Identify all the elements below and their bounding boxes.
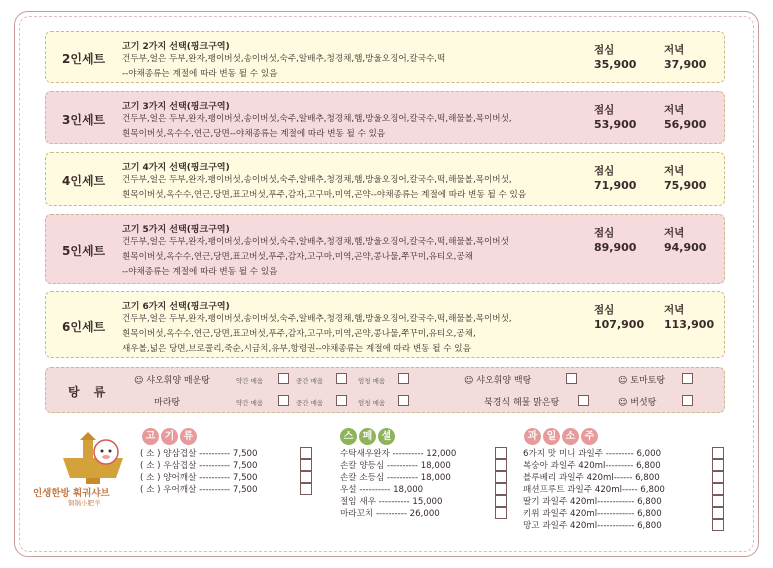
set-title: 고기 6가지 선택(핑크구역) [122, 302, 230, 312]
soup-opt-medium: 중간 매움 [296, 377, 324, 385]
dinner-label: 저녁 [664, 165, 685, 177]
set-title: 고기 5가지 선택(핑크구역) [122, 225, 230, 235]
soup-check-spicy-medium[interactable] [336, 373, 347, 384]
set-name: 5인세트 [62, 244, 106, 258]
set-description-line: 건두부,얼은 두부,완자,팽이버섯,송이버섯,숙주,알배추,청경채,햄,방울오징어,칼국수,떡,해물볼,목이버섯, [122, 314, 512, 324]
lunch-price: 71,900 [594, 179, 637, 192]
lunch-label: 점심 [594, 44, 615, 56]
hotpot-logo-icon [58, 430, 128, 486]
fruit-item: 패션프루트 과일주 420ml----- 6,800 [523, 485, 665, 495]
soup-label: 탕 류 [68, 385, 111, 399]
special-header-char: 페 [359, 428, 376, 445]
meat-item-checkbox[interactable] [300, 459, 312, 471]
set-description-line: 흰목이버섯,옥수수,연근,당면,표고버섯,푸주,감자,고구마,미역,곤약,콩나물,쭈꾸미,유티오,공채, [122, 329, 476, 339]
dinner-price: 37,900 [664, 58, 707, 71]
brand-name: 인생한방 훠궈샤브 [33, 488, 110, 499]
special-header-char: 셜 [378, 428, 395, 445]
lunch-label: 점심 [594, 304, 615, 316]
fruit-header-char: 일 [543, 428, 560, 445]
lunch-price: 107,900 [594, 318, 645, 331]
set-5-box [45, 214, 725, 284]
fruit-item: 딸기 과일주 420ml------------ 6,800 [523, 497, 662, 507]
soup-section [45, 367, 725, 413]
soup-item-spicy: ☺ 샤오휘양 매운탕 [134, 376, 210, 386]
special-header [340, 424, 397, 445]
soup-check-mala-mild[interactable] [278, 395, 289, 406]
soup-check-seafood[interactable] [578, 395, 589, 406]
soup-opt-mild: 약간 매움 [236, 399, 264, 407]
meat-item: ( 소 ) 양삼겹살 ---------- 7,500 [140, 449, 258, 459]
set-name: 2인세트 [62, 52, 106, 66]
set-description-line: 흰목이버섯,옥수수,연근,당면,표고버섯,푸주,감자,고구마,미역,곤약,콩나물,쭈꾸미,유티오,공채 [122, 252, 473, 262]
special-item-checkbox[interactable] [495, 471, 507, 483]
set-title: 고기 3가지 선택(핑크구역) [122, 102, 230, 112]
meat-header-char: 기 [161, 428, 178, 445]
soup-check-spicy-hot[interactable] [398, 373, 409, 384]
soup-item-mala: 마라탕 [154, 398, 181, 408]
special-item: 수탁새우완자 ---------- 12,000 [340, 449, 457, 459]
soup-item-mushroom: ☺ 버섯탕 [618, 398, 657, 408]
set-2-box [45, 31, 725, 83]
set-description [122, 312, 592, 357]
fruit-item-checkbox[interactable] [712, 495, 724, 507]
set-description-line: 건두부,얼은 두부,완자,팽이버섯,송이버섯,숙주,알배추,청경채,햄,방울오징어,칼국수,떡,해물볼,목이버섯, [122, 114, 512, 124]
fruit-item-checkbox[interactable] [712, 483, 724, 495]
soup-check-tomato[interactable] [682, 373, 693, 384]
special-header-char: 스 [340, 428, 357, 445]
fruit-header-char: 소 [562, 428, 579, 445]
soup-check-mala-medium[interactable] [336, 395, 347, 406]
set-description-line: 건두부,얼은 두부,완자,팽이버섯,송이버섯,숙주,알배추,청경채,햄,방울오징어,칼국수,떡 [122, 54, 446, 64]
lunch-label: 점심 [594, 165, 615, 177]
lunch-label: 점심 [594, 104, 615, 116]
set-6-box [45, 291, 725, 358]
soup-check-mala-hot[interactable] [398, 395, 409, 406]
dinner-label: 저녁 [664, 104, 685, 116]
fruit-item: 키위 과일주 420ml------------ 6,800 [523, 509, 662, 519]
set-description [122, 112, 592, 142]
lunch-price: 53,900 [594, 118, 637, 131]
set-description-line: 건두부,얼은 두부,완자,팽이버섯,송이버섯,숙주,알배추,청경채,햄,방울오징어,칼국수,떡,해물볼,목이버섯 [122, 237, 509, 247]
meat-header-char: 류 [180, 428, 197, 445]
meat-item: ( 소 ) 우어깨살 ---------- 7,500 [140, 485, 258, 495]
set-description-line: 새우볼,넓은 당면,브로콜리,죽순,시금치,유부,항령권--야채종류는 계절에 따라 변동 될 수 있음 [122, 344, 471, 354]
soup-check-white[interactable] [566, 373, 577, 384]
fruit-header [524, 424, 600, 445]
soup-check-spicy-mild[interactable] [278, 373, 289, 384]
fruit-item-checkbox[interactable] [712, 471, 724, 483]
brand-subtitle: 铜锅小肥羊 [68, 499, 101, 507]
meat-header-char: 고 [142, 428, 159, 445]
fruit-item: 블루베리 과일주 420ml------ 6,800 [523, 473, 660, 483]
lunch-label: 점심 [594, 227, 615, 239]
set-description [122, 52, 592, 82]
meat-item: ( 소 ) 양어깨살 ---------- 7,500 [140, 473, 258, 483]
set-3-box [45, 91, 725, 144]
special-item-checkbox[interactable] [495, 447, 507, 459]
soup-opt-hot: 엄청 매움 [358, 377, 386, 385]
set-name: 6인세트 [62, 320, 106, 334]
dinner-label: 저녁 [664, 227, 685, 239]
lunch-price: 35,900 [594, 58, 637, 71]
fruit-item-checkbox[interactable] [712, 459, 724, 471]
special-item: 손칼 소등심 ---------- 18,000 [340, 473, 451, 483]
set-description-line: --야채종류는 계절에 따라 변동 될 수 있음 [122, 69, 278, 79]
special-item-checkbox[interactable] [495, 495, 507, 507]
soup-opt-medium: 중간 매움 [296, 399, 324, 407]
set-name: 3인세트 [62, 113, 106, 127]
meat-item-checkbox[interactable] [300, 483, 312, 495]
fruit-item-checkbox[interactable] [712, 519, 724, 531]
set-description [122, 173, 592, 203]
set-description [122, 235, 592, 280]
special-item: 우설 ---------- 18,000 [340, 485, 424, 495]
soup-item-tomato: ☺ 토마토탕 [618, 376, 666, 386]
dinner-label: 저녁 [664, 304, 685, 316]
fruit-item: 6가지 맛 미니 과일주 --------- 6,000 [523, 449, 662, 459]
set-description-line: 건두부,얼은 두부,완자,팽이버섯,송이버섯,숙주,알배추,청경채,햄,방울오징어,칼국수,떡,해물볼,목이버섯, [122, 175, 512, 185]
soup-opt-mild: 약간 매움 [236, 377, 264, 385]
set-description-line: --야채종류는 계절에 따라 변동 될 수 있음 [122, 267, 278, 277]
fruit-header-char: 주 [581, 428, 598, 445]
soup-item-white: ☺ 샤오휘양 백탕 [464, 376, 532, 386]
set-4-box [45, 152, 725, 206]
special-item-checkbox[interactable] [495, 459, 507, 471]
meat-item-checkbox[interactable] [300, 447, 312, 459]
soup-item-seafood: 북경식 해물 맑은탕 [484, 398, 560, 408]
lunch-price: 89,900 [594, 241, 637, 254]
special-item: 절임 새우 ---------- 15,000 [340, 497, 443, 507]
fruit-item-checkbox[interactable] [712, 447, 724, 459]
fruit-item-checkbox[interactable] [712, 507, 724, 519]
special-item: 손칼 양등심 ---------- 18,000 [340, 461, 451, 471]
meat-item: ( 소 ) 우삼겹살 ---------- 7,500 [140, 461, 258, 471]
dinner-label: 저녁 [664, 44, 685, 56]
fruit-header-char: 과 [524, 428, 541, 445]
dinner-price: 56,900 [664, 118, 707, 131]
fruit-item: 복숭아 과일주 420ml--------- 6,800 [523, 461, 661, 471]
fruit-item: 망고 과일주 420ml------------ 6,800 [523, 521, 662, 531]
set-description-line: 흰목이버섯,옥수수,연근,당면--야채종류는 계절에 따라 변동 될 수 있음 [122, 129, 386, 139]
special-item-checkbox[interactable] [495, 507, 507, 519]
dinner-price: 113,900 [664, 318, 715, 331]
meat-header [142, 424, 199, 445]
dinner-price: 75,900 [664, 179, 707, 192]
set-title: 고기 2가지 선택(핑크구역) [122, 42, 230, 52]
special-item-checkbox[interactable] [495, 483, 507, 495]
soup-opt-hot: 엄청 매움 [358, 399, 386, 407]
set-name: 4인세트 [62, 174, 106, 188]
set-description-line: 흰목이버섯,옥수수,연근,당면,표고버섯,푸주,감자,고구마,미역,곤약--야채종류는 계절에 따라 변동 될 수 있음 [122, 190, 527, 200]
special-item: 마라꼬치 ---------- 26,000 [340, 509, 440, 519]
soup-check-mushroom[interactable] [682, 395, 693, 406]
set-title: 고기 4가지 선택(핑크구역) [122, 163, 230, 173]
dinner-price: 94,900 [664, 241, 707, 254]
meat-item-checkbox[interactable] [300, 471, 312, 483]
